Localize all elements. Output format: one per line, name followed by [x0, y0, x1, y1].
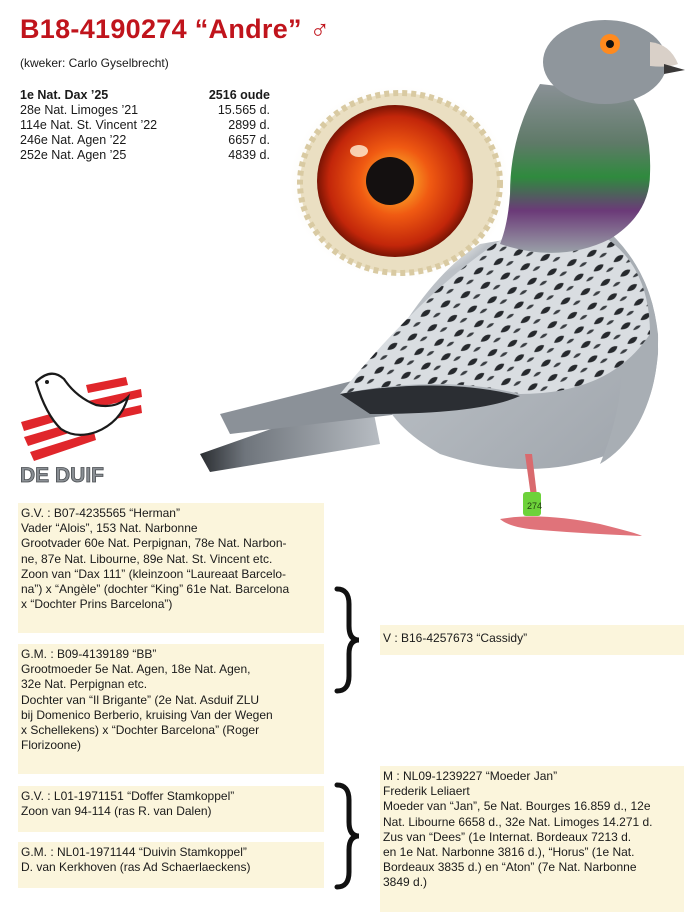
pedigree-line: en 1e Nat. Narbonne 3816 d.), “Horus” (1e Nat.: [383, 845, 635, 860]
pedigree-line: na”) x “Angèle” (dochter “King” 61e Nat. Barcelona: [21, 582, 290, 597]
pedigree-line: G.M. : NL01-1971144 “Duivin Stamkoppel”: [21, 845, 247, 859]
pedigree-line: 3849 d.): [383, 875, 428, 890]
pedigree-line: ne, 87e Nat. Libourne, 89e Nat. St. Vincent etc.: [21, 551, 273, 566]
pedigree-line: Dochter van “Il Brigante” (2e Nat. Asduif ZLU: [21, 692, 260, 707]
pedigree-line: Zoon van “Dax 111” (kleinzoon “Laureaat Barcelo-: [21, 566, 287, 581]
pedigree-line: D. van Kerkhoven (ras Ad Schaerlaeckens): [21, 860, 251, 875]
result-race: 114e Nat. St. Vincent ’22: [20, 118, 158, 132]
pedigree-line: G.V. : L01-1971151 “Doffer Stamkoppel”: [21, 789, 235, 803]
pedigree-line: Nat. Libourne 6658 d., 32e Nat. Limoges 14.271 d.: [383, 814, 653, 829]
pedigree-line: Zoon van 94-114 (ras R. van Dalen): [21, 804, 212, 819]
grandmother-maternal-box: [18, 842, 324, 888]
result-count: 2899 d.: [228, 118, 270, 132]
result-race: 28e Nat. Limoges ’21: [20, 103, 139, 117]
pedigree-line: M : NL09-1239227 “Moeder Jan”: [383, 769, 558, 783]
pedigree-line: G.M. : B09-4139189 “BB”: [21, 647, 157, 661]
pedigree-line: Frederik Leliaert: [383, 784, 470, 799]
brace-maternal: [334, 782, 362, 890]
pedigree-line: Florizoone): [21, 738, 82, 753]
breeder-note: (kweker: Carlo Gyselbrecht): [20, 56, 169, 70]
result-count: 2516 oude: [208, 88, 270, 102]
de-duif-logo: [16, 367, 146, 492]
result-race: 246e Nat. Agen ’22: [20, 133, 127, 147]
pedigree-line: G.V. : B07-4235565 “Herman”: [21, 506, 180, 520]
pedigree-line: Grootmoeder 5e Nat. Agen, 18e Nat. Agen,: [21, 662, 251, 677]
result-race: 252e Nat. Agen ’25: [20, 148, 127, 162]
grandfather-maternal-box: [18, 786, 324, 832]
pedigree-line: Grootvader 60e Nat. Perpignan, 78e Nat. Narbon-: [21, 536, 287, 551]
grandfather-paternal-box: [18, 503, 324, 633]
page-title: B18-4190274 “Andre” ♂: [20, 14, 331, 44]
logo-text: DE DUIF: [20, 464, 104, 487]
pedigree-line: V : B16-4257673 “Cassidy”: [383, 631, 528, 645]
pedigree-line: Bordeaux 3835 d.) en “Aton” (7e Nat. Narbonne: [383, 860, 637, 875]
brace-paternal: [334, 586, 362, 694]
result-race: 1e Nat. Dax ’25: [20, 88, 109, 102]
result-count: 15.565 d.: [217, 103, 270, 117]
grandmother-paternal-box: [18, 644, 324, 774]
eye-closeup: [287, 83, 513, 283]
leg-ring-label: 274: [527, 501, 543, 511]
pedigree-line: x Schellekens) x “Dochter Barcelona” (Roger: [21, 723, 260, 738]
pedigree-line: 32e Nat. Perpignan etc.: [21, 677, 148, 692]
mother-box: [380, 766, 684, 912]
father-box: [380, 625, 684, 655]
pedigree-line: x “Dochter Prins Barcelona”): [21, 597, 173, 612]
pedigree-line: Vader “Alois”, 153 Nat. Narbonne: [21, 521, 198, 536]
pedigree-line: Moeder van “Jan”, 5e Nat. Bourges 16.859 d., 12e: [383, 799, 651, 814]
pedigree-line: Zus van “Dees” (1e Internat. Bordeaux 7213 d.: [383, 829, 632, 844]
pedigree-line: bij Domenico Berberio, kruising Van der Wegen: [21, 707, 273, 722]
result-count: 6657 d.: [228, 133, 270, 147]
result-count: 4839 d.: [228, 148, 270, 162]
